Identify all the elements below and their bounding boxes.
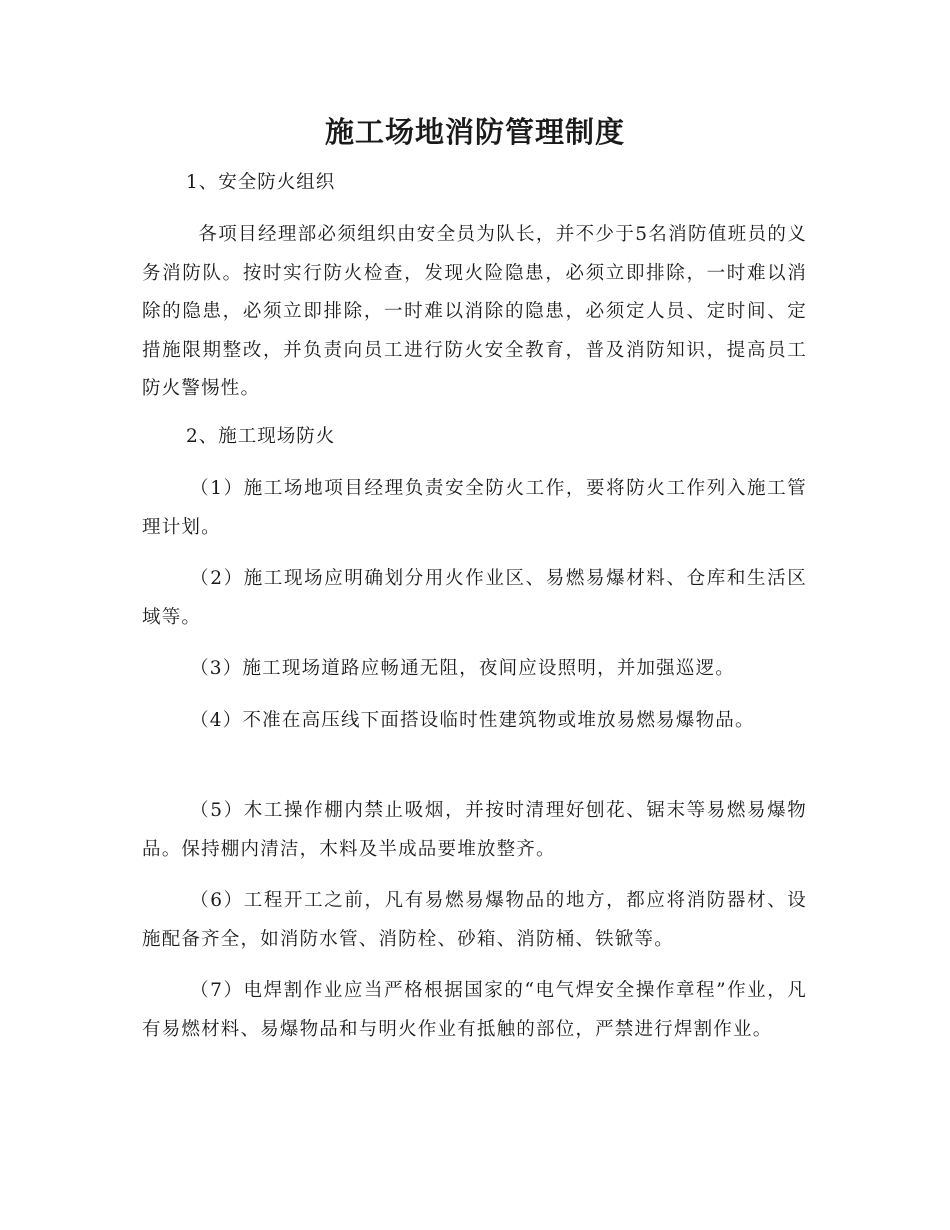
paragraph-item-7: （7）电焊割作业应当严格根据国家的“电气焊安全操作章程”作业，凡有易燃材料、易爆物品和与明火作业有抵触的部位，严禁进行焊割作业。 <box>142 980 807 1040</box>
paragraph-item-4: （4）不准在高压线下面搭设临时性建筑物或堆放易燃易爆物品。 <box>190 710 755 731</box>
document-title: 施工场地消防管理制度 <box>324 115 625 149</box>
paragraph-fire-organization: 各项目经理部必须组织由安全员为队长，并不少于5名消防值班员的义务消防队。按时实行防火检查，发现火险隐患，必须立即排除，一时难以消除的隐患，必须立即排除，一时难以消除的隐患，必须定人员、定时间、定措施限期整改，并负责向员工进行防火安全教育，普及消防知识，提高员工防火警惕性。 <box>142 224 807 399</box>
paragraph-item-1: （1）施工场地项目经理负责安全防火工作，要将防火工作列入施工管理计划。 <box>142 478 807 538</box>
paragraph-item-6: （6）工程开工之前，凡有易燃易爆物品的地方，都应将消防器材、设施配备齐全，如消防水管、消防栓、砂箱、消防桶、铁锨等。 <box>142 890 807 950</box>
paragraph-item-2: （2）施工现场应明确划分用火作业区、易燃易爆材料、仓库和生活区域等。 <box>142 568 807 628</box>
paragraph-item-3: （3）施工现场道路应畅通无阻，夜间应设照明，并加强巡逻。 <box>190 658 735 679</box>
paragraph-item-5: （5）木工操作棚内禁止吸烟，并按时清理好刨花、锯末等易燃易爆物品。保持棚内清洁，木料及半成品要堆放整齐。 <box>142 800 807 860</box>
section-heading-1: 1、安全防火组织 <box>186 172 336 193</box>
section-heading-2: 2、施工现场防火 <box>186 426 336 447</box>
